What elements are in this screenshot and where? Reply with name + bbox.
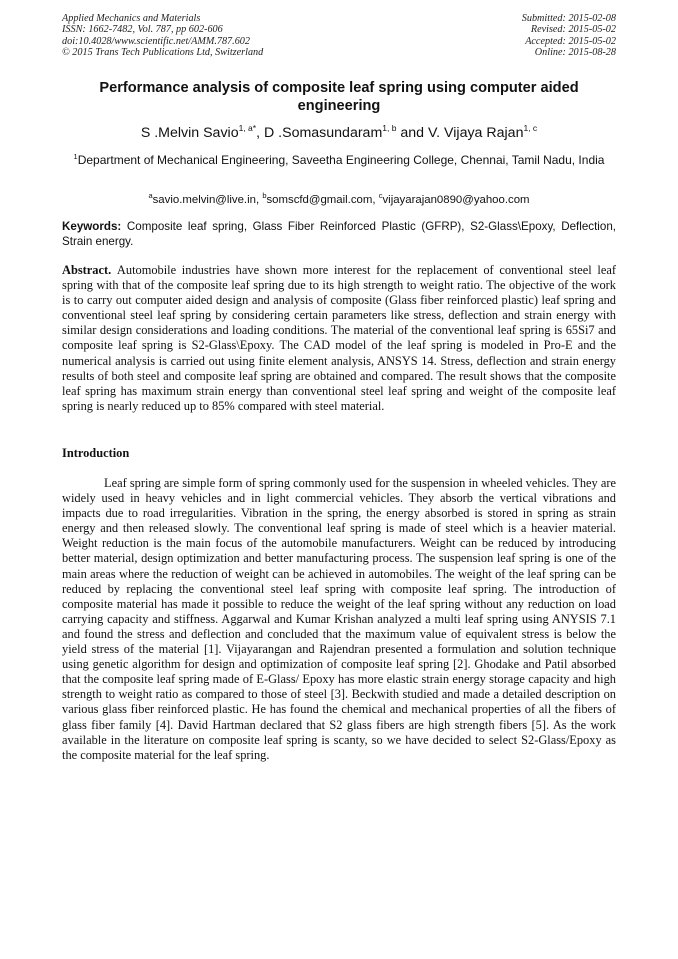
email-address[interactable]: vijayarajan0890@yahoo.com	[382, 194, 530, 206]
author-name: V. Vijaya Rajan	[428, 125, 524, 141]
keywords-text: Composite leaf spring, Glass Fiber Reinforced Plastic (GFRP), S2-Glass\Epoxy, Deflection, Strain energy.	[62, 220, 616, 249]
abstract-text: Automobile industries have shown more interest for the replacement of conventional steel leaf spring with that of the composite leaf spring due to its high strength to weight ratio. The objective of the work is to carry out computer aided design and analysis of composite (Glass fiber reinforced plastic) leaf spring and conventional steel leaf spring by considering certain parameters like stress, deflection and strain energy with similar design considerations and loading conditions. The material of the conventional leaf spring is 65Si7 and composite leaf spring is S2-Glass\Epoxy. The CAD model of the leaf spring is modeled in Pro-E and the numerical analysis is carried out using finite element analysis, ANSYS 14. Stress, deflection and strain energy results of both steel and composite leaf spring are obtained and compared. The result shows that the composite leaf spring has maximum strain energy than conventional steel leaf spring and weight of the composite leaf spring is nearly reduced up to 85% compared with steel material.	[62, 263, 616, 413]
date-online: Online: 2015-08-28	[534, 47, 616, 59]
date-revised: Revised: 2015-05-02	[530, 24, 616, 36]
affiliation-text: Department of Mechanical Engineering, Saveetha Engineering College, Chennai, Tamil Nadu, India	[77, 153, 605, 167]
date-submitted: Submitted: 2015-02-08	[521, 13, 616, 24]
journal-header-left	[62, 13, 263, 59]
author-name: S .Melvin Savio	[140, 125, 239, 141]
section-heading-introduction: Introduction	[62, 446, 130, 460]
author-sup: 1, b	[382, 123, 397, 133]
email-separator: ,	[255, 194, 263, 206]
keywords-block	[62, 219, 616, 249]
email-list	[62, 193, 616, 207]
abstract-label: Abstract.	[62, 263, 112, 277]
author-sup: 1, a*	[238, 123, 257, 133]
paper-title: Performance analysis of composite leaf spring using computer aided engineering	[99, 80, 579, 114]
abstract-block	[62, 263, 616, 414]
journal-copyright: © 2015 Trans Tech Publications Ltd, Switzerland	[62, 47, 264, 59]
author-separator: and	[396, 125, 429, 141]
journal-issn: ISSN: 1662-7482, Vol. 787, pp 602-606	[62, 24, 223, 36]
introduction-paragraph: Leaf spring are simple form of spring commonly used for the suspension in wheeled vehicles. They are widely used in heavy vehicles and in light commercial vehicles. They absorb the vertical vibrations and impacts due to road irregularities. Vibration in the spring, the energy absorbed is stored in spring as strain energy and then released slowly. The conventional leaf spring is made of steel which is a heavier material. Weight reduction is the main focus of the automobile manufacturers. Weight can be reduced by introducing better material, design optimization and better manufacturing process. The suspension leaf spring is one of the main areas where the reduction of weight can be achieved in automobiles. The weight of the leaf spring can be reduced by replacing the conventional steel leaf spring with composite leaf spring. The introduction of composite material has made it possible to reduce the weight of the leaf spring without any reduction on load carrying capacity and stiffness. Aggarwal and Kumar Krishan analyzed a multi leaf spring using ANYSIS 7.1 and found the stress and deflection and concluded that the maximum value of equivalent stress is below the yield stress of the material [1]. Vijayarangan and Rajendran presented a formulation and solution technique using genetic algorithm for design and optimization of composite leaf spring [2]. Ghodake and Patil absorbed that the composite leaf spring made of E-Glass/ Epoxy has more elastic strain energy storage capacity and high strength to weight ratio as compared to those of steel [3]. Beckwith studied and made a detailed description on various glass fiber reinforced plastic. He has found the chemical and mechanical properties of all the fibers of glass fiber family [4]. David Hartman declared that S2 glass fibers are high strength fibers [5]. As the work available in the literature on composite leaf spring is scanty, so we have decided to select S2-Glass/Epoxy as the composite material for the leaf spring.	[62, 476, 616, 762]
author-sup: 1, c	[523, 123, 538, 133]
author-name: D .Somasundaram	[263, 125, 383, 141]
email-separator: ,	[372, 194, 379, 206]
email-sup: c	[378, 191, 383, 200]
keywords-label: Keywords:	[62, 220, 122, 233]
affiliation	[62, 153, 616, 168]
date-accepted: Accepted: 2015-05-02	[525, 35, 616, 47]
email-sup: b	[262, 191, 267, 200]
journal-name: Applied Mechanics and Materials	[62, 13, 201, 24]
email-address[interactable]: somscfd@gmail.com	[266, 194, 373, 206]
journal-doi: doi:10.4028/www.scientific.net/AMM.787.602	[62, 35, 250, 47]
author-list	[62, 124, 616, 142]
journal-header-right	[522, 13, 616, 59]
affiliation-sup: 1	[73, 152, 78, 161]
email-address[interactable]: savio.melvin@live.in	[152, 194, 256, 206]
author-separator: ,	[256, 125, 264, 141]
email-sup: a	[148, 191, 153, 200]
